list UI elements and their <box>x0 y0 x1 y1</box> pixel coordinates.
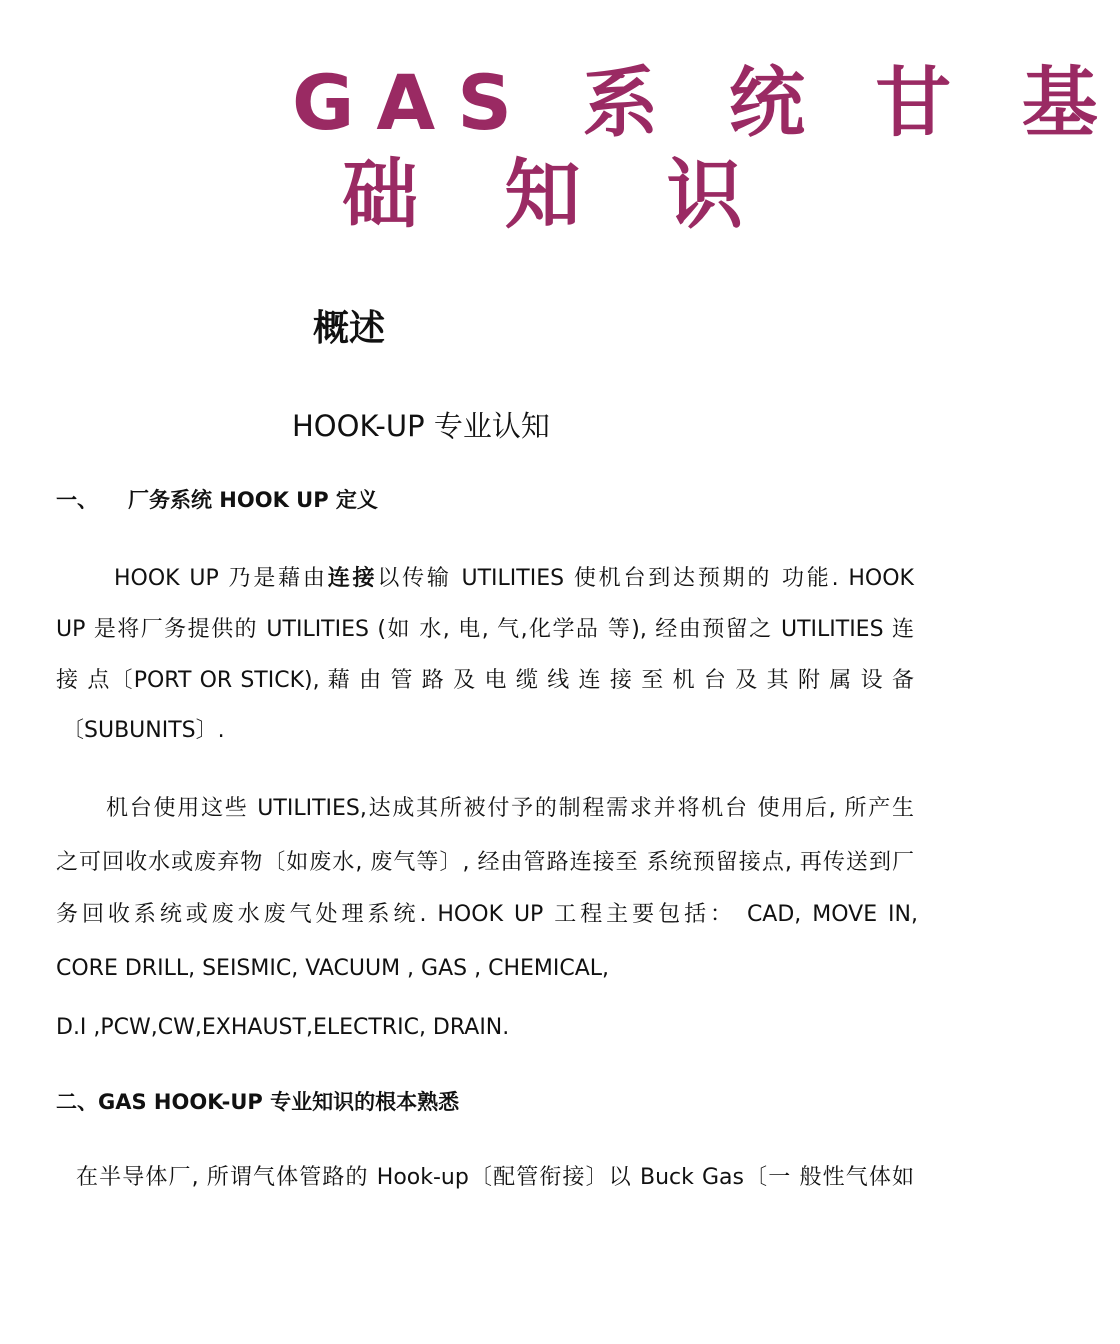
para1-line-1 <box>56 564 914 594</box>
section-1-heading <box>56 484 378 514</box>
section-1-number: 一、 <box>56 488 98 512</box>
document-title-line-1: GAS 系 统 甘 基 <box>292 58 1120 147</box>
section-2-heading: 二、GAS HOOK-UP 专业知识的根本熟悉 <box>56 1090 460 1114</box>
hookup-heading: HOOK-UP 专业认知 <box>292 409 550 443</box>
para2-line-3: 务回收系统或废水废气处理系统. HOOK UP 工程主要包括： CAD, MOVE IN, <box>56 902 918 927</box>
overview-heading: 概述 <box>313 308 386 349</box>
para1-line-3: 接 点〔PORT OR STICK), 藉 由 管 路 及 电 缆 线 连 接 至 机 台 及 其 附 属 设 备 <box>56 668 914 693</box>
para1-line-1a: HOOK UP 乃是藉由 <box>114 566 328 591</box>
para1-line-2: UP 是将厂务提供的 UTILITIES (如 水, 电, 气,化学品 等), 经由预留之 UTILITIES 连 <box>56 617 914 642</box>
para1-line-1-bold: 连接 <box>327 566 378 591</box>
document-title-line-2: 础 知 识 <box>342 150 773 239</box>
para1-line-1b: 以传输 UTILITIES 使机台到达预期的 功能. HOOK <box>377 566 914 591</box>
para2-line-1: 机台使用这些 UTILITIES,达成其所被付予的制程需求并将机台 使用后, 所产生 <box>106 796 914 821</box>
para2-line-2: 之可回收水或废弃物〔如废水, 废气等〕, 经由管路连接至 系统预留接点, 再传送到厂 <box>56 850 914 875</box>
para2-line-5: D.I ,PCW,CW,EXHAUST,ELECTRIC, DRAIN. <box>56 1015 510 1040</box>
para3-line-1: 在半导体厂, 所谓气体管路的 Hook-up〔配管衔接〕以 Buck Gas〔一 般性气体如 <box>76 1165 914 1190</box>
section-1-title: 厂务系统 HOOK UP 定义 <box>128 488 378 512</box>
para2-line-4: CORE DRILL, SEISMIC, VACUUM , GAS , CHEMICAL, <box>56 956 610 981</box>
para1-line-4: 〔SUBUNITS〕. <box>62 718 225 743</box>
